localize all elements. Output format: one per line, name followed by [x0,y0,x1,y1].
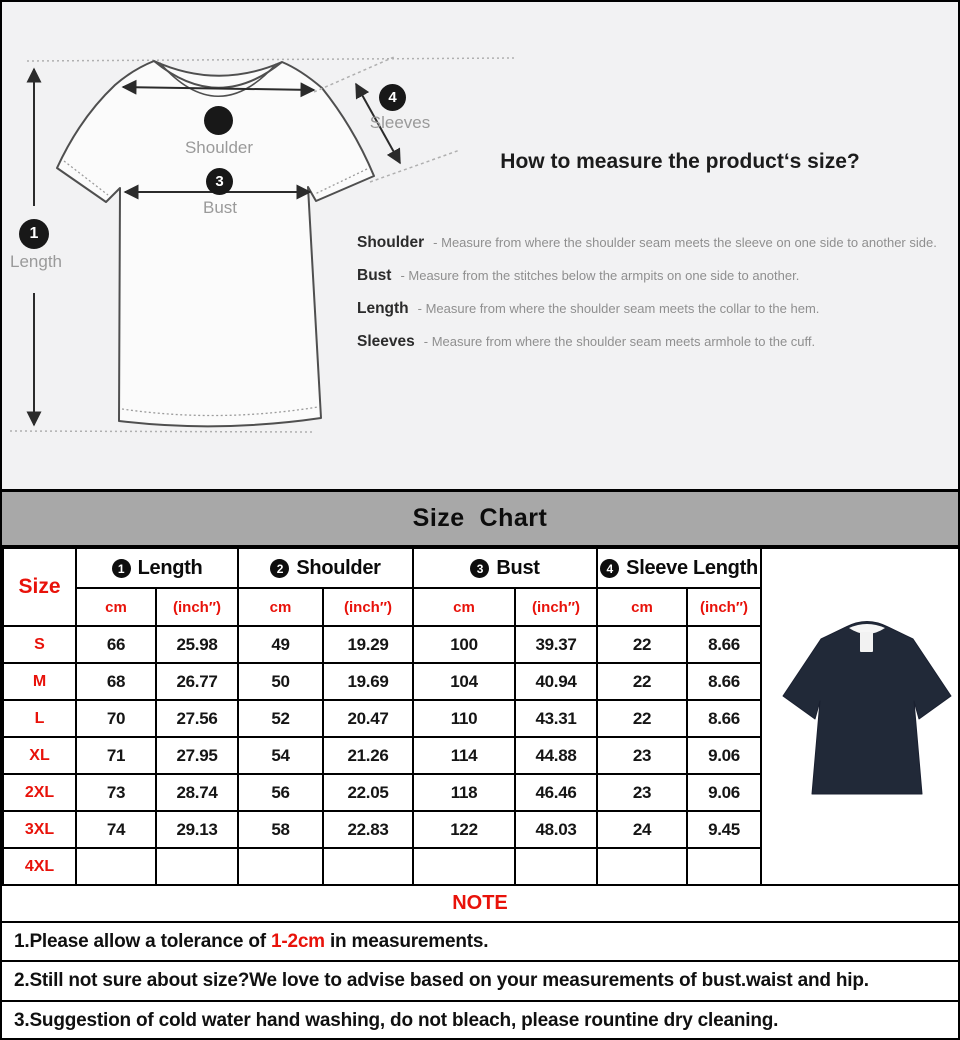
cell-value: 9.45 [687,811,761,848]
cell-value: 19.69 [323,663,413,700]
cell-value: 39.37 [515,626,597,663]
bottom-guide-dotted-line [10,431,314,432]
definition-sleeves [357,330,941,354]
cell-value: 8.66 [687,663,761,700]
unit-inch-bust: (inch″) [515,588,597,626]
unit-cm-sleeve: cm [597,588,687,626]
cell-value: 73 [76,774,156,811]
cell-value: 52 [238,700,323,737]
measure-definitions [357,231,941,363]
bust-label: Bust [202,198,238,217]
note-highlight: 1-2cm [270,930,325,952]
note-text: 1.Please allow a tolerance of [14,930,271,952]
unit-cm-shoulder: cm [238,588,323,626]
cell-value: 48.03 [515,811,597,848]
cell-value [687,848,761,885]
circled-4-icon: 4 [600,559,619,578]
group-label-shoulder: Shoulder [296,556,381,579]
cell-value: 71 [76,737,156,774]
cell-value: 44.88 [515,737,597,774]
cell-value [76,848,156,885]
length-label: Length [10,252,62,271]
cell-value: 56 [238,774,323,811]
definition-desc: - Measure from where the shoulder seam meets the sleeve on one side to another side. [433,235,937,250]
sleeve-guide-upper [314,57,394,92]
cell-value: 27.95 [156,737,238,774]
definition-desc: - Measure from where the shoulder seam meets armhole to the cuff. [423,334,816,349]
cell-value: 22.83 [323,811,413,848]
group-label-length: Length [137,556,203,579]
note-item-3 [2,1002,958,1040]
size-value: 4XL [3,848,76,885]
cell-value: 19.29 [323,626,413,663]
size-chart-title: Size Chart [412,504,548,532]
column-group-shoulder [238,548,413,588]
cell-value: 25.98 [156,626,238,663]
cell-value: 122 [413,811,515,848]
definition-term: Shoulder [357,234,425,251]
table-header-row-groups [3,548,959,588]
cell-value: 104 [413,663,515,700]
marker-3-bust-icon: 3 [206,168,233,195]
cell-value: 21.26 [323,737,413,774]
cell-value: 43.31 [515,700,597,737]
cell-value: 23 [597,737,687,774]
cell-value [515,848,597,885]
cell-value: 22 [597,626,687,663]
size-value: XL [3,737,76,774]
cell-value: 9.06 [687,737,761,774]
cell-value: 54 [238,737,323,774]
note-item-1 [2,923,958,962]
cell-value [238,848,323,885]
size-chart-table [2,547,960,886]
cell-value: 29.13 [156,811,238,848]
cell-value: 50 [238,663,323,700]
cell-value: 49 [238,626,323,663]
cell-value [413,848,515,885]
cell-value: 24 [597,811,687,848]
group-label-sleeve-length: Sleeve Length [626,556,758,579]
definition-desc: - Measure from the stitches below the armpits on one side to another. [400,268,800,283]
unit-inch-sleeve: (inch″) [687,588,761,626]
column-group-length [76,548,238,588]
size-value: M [3,663,76,700]
cell-value: 22.05 [323,774,413,811]
cell-value: 22 [597,700,687,737]
cell-value: 46.46 [515,774,597,811]
neck-label-tag [860,632,873,652]
top-guide-dotted-line [27,58,514,61]
size-value: 2XL [3,774,76,811]
cell-value: 20.47 [323,700,413,737]
note-header [2,886,958,923]
cell-value [156,848,238,885]
note-text: 2.Still not sure about size?We love to advise based on your measurements of bust.waist and hip. [14,970,869,991]
definition-bust [357,264,941,288]
cell-value: 8.66 [687,700,761,737]
sleeves-label: Sleeves [369,113,431,132]
unit-cm-length: cm [76,588,156,626]
definition-shoulder [357,231,941,255]
marker-4-sleeves-icon: 4 [379,84,406,111]
cell-value: 26.77 [156,663,238,700]
marker-1-length-icon: 1 [19,219,49,249]
group-label-bust: Bust [496,556,540,579]
cell-value: 9.06 [687,774,761,811]
size-chart-title-band [2,492,958,547]
note-item-2 [2,962,958,1002]
tshirt-product-photo [763,549,957,884]
cell-value: 110 [413,700,515,737]
cell-value: 58 [238,811,323,848]
marker-2-shoulder-icon [204,106,233,135]
size-value: L [3,700,76,737]
cell-value: 70 [76,700,156,737]
sleeve-guide-lower [370,150,460,182]
note-text: 3.Suggestion of cold water hand washing, do not bleach, please rountine dry cleaning. [14,1010,779,1031]
definition-term: Length [357,300,409,317]
circled-3-icon: 3 [470,559,489,578]
unit-inch-shoulder: (inch″) [323,588,413,626]
size-value: S [3,626,76,663]
cell-value: 27.56 [156,700,238,737]
definition-term: Bust [357,267,392,284]
shoulder-label: Shoulder [184,138,254,157]
unit-inch-length: (inch″) [156,588,238,626]
definition-length [357,297,941,321]
cell-value: 23 [597,774,687,811]
column-group-bust [413,548,597,588]
cell-value: 68 [76,663,156,700]
cell-value: 114 [413,737,515,774]
circled-1-icon: 1 [112,559,131,578]
product-photo-cell [761,548,959,885]
cell-value: 74 [76,811,156,848]
cell-value: 40.94 [515,663,597,700]
cell-value: 8.66 [687,626,761,663]
cell-value [597,848,687,885]
column-group-sleeve-length [597,548,761,588]
size-value: 3XL [3,811,76,848]
note-text: in measurements. [324,930,489,952]
howto-title: How to measure the product‘s size? [500,150,860,173]
measurement-illustration-section [2,2,958,492]
cell-value: 100 [413,626,515,663]
note-title-text: NOTE [452,892,508,914]
cell-value: 28.74 [156,774,238,811]
cell-value: 118 [413,774,515,811]
circled-2-icon: 2 [270,559,289,578]
size-column-header: Size [3,548,76,626]
unit-cm-bust: cm [413,588,515,626]
cell-value: 66 [76,626,156,663]
definition-desc: - Measure from where the shoulder seam meets the collar to the hem. [417,301,820,316]
cell-value [323,848,413,885]
cell-value: 22 [597,663,687,700]
definition-term: Sleeves [357,333,415,350]
